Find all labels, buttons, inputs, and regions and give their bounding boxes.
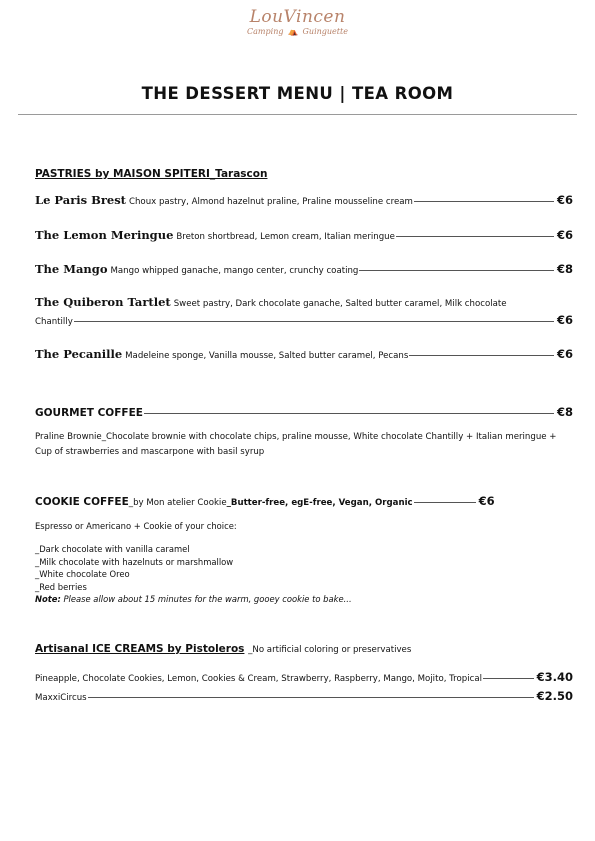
item-price: €6 [556, 347, 573, 361]
logo [0, 8, 595, 36]
list-item: _Red berries [35, 581, 87, 592]
item-name: The Quiberon Tartlet [35, 295, 171, 309]
item-price: €6 [556, 313, 573, 327]
maxxi-price: €2.50 [536, 689, 573, 703]
leader-line [414, 502, 476, 503]
item-price: €8 [556, 262, 573, 276]
item-desc: Choux pastry, Almond hazelnut praline, Praline mousseline cream [128, 197, 413, 207]
menu-item-mango [35, 262, 573, 278]
icecream-flavors: Pineapple, Chocolate Cookies, Lemon, Cookies & Cream, Strawberry, Raspberry, Mango, Mojito, Tropical [35, 674, 482, 684]
logo-sub-left: Camping [247, 27, 284, 36]
icecream-heading: Artisanal ICE CREAMS by Pistoleros [35, 643, 245, 655]
icecream-maxxi: MaxxiCircus [35, 693, 87, 703]
icecream-flavors-row [35, 670, 573, 684]
icecream-price: €3.40 [536, 670, 573, 684]
item-desc: Sweet pastry, Dark chocolate ganache, Salted butter caramel, Milk chocolate [173, 299, 507, 309]
leader-line [414, 201, 554, 202]
note-label: Note: [35, 594, 61, 604]
item-price: €6 [556, 193, 573, 207]
icecream-sub: _No artificial coloring or preservatives [248, 645, 412, 655]
leader-line [359, 270, 554, 271]
icecream-heading-row [35, 643, 411, 655]
cookie-price: €6 [478, 494, 495, 508]
menu-item-quiberon-tartlet [35, 295, 573, 311]
logo-sub-right: Guinguette [302, 27, 348, 36]
cookie-by: _by Mon atelier Cookie [128, 498, 227, 508]
list-item: _White chocolate Oreo [35, 569, 130, 579]
gourmet-coffee-row [35, 405, 573, 419]
cookie-tags: _Butter-free, egE-free, Vegan, Organic [226, 498, 413, 508]
menu-item-quiberon-tartlet-line2 [35, 313, 573, 327]
item-desc: Mango whipped ganache, mango center, crunchy coating [110, 266, 359, 276]
title-divider [18, 114, 577, 115]
logo-subtitle [0, 27, 595, 36]
item-name: The Pecanille [35, 347, 123, 361]
gourmet-price: €8 [556, 405, 573, 419]
cookie-note [35, 593, 352, 606]
leader-line [483, 678, 534, 679]
gourmet-description: Praline Brownie_Chocolate brownie with chocolate chips, praline mousse, White chocolate Chantilly + Italian meringue + Cup of strawberries and mascarpone with basil syrup [35, 432, 557, 457]
item-name: Le Paris Brest [35, 193, 126, 207]
leader-line [144, 413, 554, 414]
icecream-maxxi-row [35, 689, 573, 703]
pastries-heading: PASTRIES by MAISON SPITERI_Tarascon [35, 168, 268, 180]
cookie-heading: COOKIE COFFEE [35, 496, 129, 508]
cookie-intro: Espresso or Americano + Cookie of your choice: [35, 521, 237, 531]
list-item: _Dark chocolate with vanilla caramel [35, 544, 190, 554]
menu-item-paris-brest [35, 193, 573, 209]
item-desc: Breton shortbread, Lemon cream, Italian meringue [176, 232, 395, 242]
list-item: _Milk chocolate with hazelnuts or marshmallow [35, 556, 234, 567]
leader-line [396, 236, 554, 237]
menu-item-lemon-meringue [35, 228, 573, 244]
leader-line [74, 321, 554, 322]
logo-name: LouVincen [249, 7, 346, 27]
item-desc: Madeleine sponge, Vanilla mousse, Salted butter caramel, Pecans [125, 351, 409, 361]
item-price: €6 [556, 228, 573, 242]
menu-item-pecanille [35, 347, 573, 363]
leader-line [409, 355, 554, 356]
page-title: THE DESSERT MENU | TEA ROOM [141, 84, 454, 103]
tent-icon: ⛺ [288, 27, 298, 36]
leader-line [88, 697, 534, 698]
cookie-options [35, 543, 352, 606]
cookie-coffee-row [35, 494, 573, 508]
item-name: The Lemon Meringue [35, 228, 174, 242]
gourmet-heading: GOURMET COFFEE [35, 407, 143, 419]
item-name: The Mango [35, 262, 108, 276]
item-desc-cont: Chantilly [35, 317, 73, 327]
note-text: Please allow about 15 minutes for the warm, gooey cookie to bake... [63, 594, 352, 604]
